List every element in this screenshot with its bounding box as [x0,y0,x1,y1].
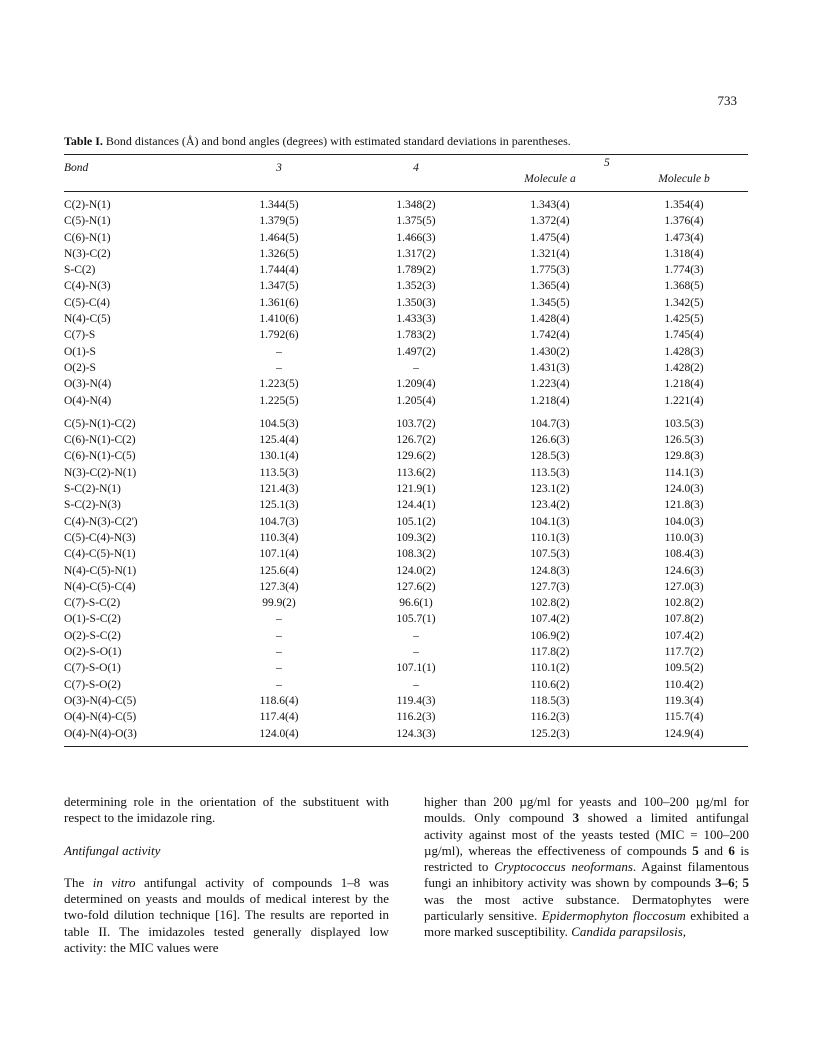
cell-value: 1.368(5) [664,280,704,293]
table-row [64,497,748,513]
cell-value: 1.775(3) [530,264,570,277]
bond-label: C(6)-N(1) [64,231,111,244]
cell-value: 1.317(2) [396,247,436,260]
cell-value: 110.3(4) [259,531,299,544]
cell-value: 1.347(5) [259,280,299,293]
cell-value: 1.376(4) [664,215,704,228]
bond-label: N(4)-C(5)-C(4) [64,580,136,593]
table-row [64,432,748,448]
table-header [64,155,748,191]
table-row [64,311,748,327]
page-number: 733 [717,93,737,108]
bond-label: O(4)-N(4)-O(3) [64,727,137,740]
table-row [64,213,748,229]
cell-value: 1.354(4) [664,199,704,211]
cell-value: – [276,662,282,675]
cell-value: 1.365(4) [530,280,570,293]
cell-value: 123.4(2) [530,499,570,512]
cell-value: 1.345(5) [530,296,570,309]
table-row [64,693,748,709]
bond-label: C(7)-S-O(1) [64,662,121,675]
cell-value: 109.5(2) [664,662,704,675]
bond-label: C(5)-N(1)-C(2) [64,417,136,430]
cell-value: 1.375(5) [396,215,436,228]
left-text-column [64,794,389,972]
table-row [64,465,748,481]
cell-value: 1.466(3) [396,231,436,244]
cell-value: 1.342(5) [664,296,704,309]
table-row [64,262,748,278]
bond-label: C(2)-N(1) [64,199,111,211]
cell-value: 104.1(3) [530,515,570,528]
cell-value: 110.4(2) [664,678,704,691]
cell-value: 1.792(6) [259,329,299,342]
cell-value: 107.8(2) [664,613,704,626]
cell-value: 108.4(3) [664,548,704,561]
cell-value: 110.0(3) [664,531,704,544]
table-row [64,595,748,611]
cell-value: 1.433(3) [396,313,436,326]
cell-value: 104.7(3) [259,515,299,528]
bond-label: O(2)-S-O(1) [64,646,122,659]
table-row [64,393,748,409]
cell-value: 1.225(5) [259,394,299,407]
cell-value: 107.1(1) [396,662,436,675]
bond-label: C(5)-N(1) [64,215,111,228]
cell-value: 1.221(4) [664,394,704,407]
cell-value: – [276,613,282,626]
cell-value: 1.473(4) [664,231,704,244]
cell-value: 124.8(3) [530,564,570,577]
bond-label: C(4)-C(5)-N(1) [64,548,136,561]
bond-label: O(4)-N(4) [64,394,112,407]
paragraph: higher than 200 µg/ml for yeasts and 100–200 µg/ml for moulds. Only compound 3 showed a limited antifungal activity against most of the yeasts tested (MIC = 100–200 µg/ml), whereas the effectiveness of compounds 5 and 6 is restricted to Cryptococcus neoformans. Against filamentous fungi an inhibitory activity was shown by compounds 3–6; 5 was the most active substance. Dermatophytes were particularly sensitive. Epidermophyton floccosum exhibited a more marked susceptibility. Candida parapsilosis, [424,794,749,940]
table-row [64,660,748,676]
cell-value: 130.1(4) [259,450,299,463]
bond-label: C(6)-N(1)-C(5) [64,450,136,463]
cell-value: 110.1(2) [530,662,570,675]
cell-value: 1.783(2) [396,329,436,342]
cell-value: 118.5(3) [530,694,570,707]
header-compound-3: 3 [276,162,282,174]
header-compound-4: 4 [413,162,419,174]
cell-value: 105.1(2) [396,515,436,528]
table-row [64,327,748,343]
cell-value: 103.7(2) [396,417,436,430]
cell-value: 121.8(3) [664,499,704,512]
bond-label: O(1)-S-C(2) [64,613,121,626]
cell-value: 124.0(2) [396,564,436,577]
cell-value: 107.4(2) [530,613,570,626]
cell-value: 1.475(4) [530,231,570,244]
cell-value: 1.428(2) [664,361,704,374]
table-row [64,481,748,497]
cell-value: 123.1(2) [530,483,570,496]
cell-value: 1.430(2) [530,345,570,358]
angles-section [64,416,748,742]
bond-label: C(5)-C(4) [64,296,110,309]
table-row [64,197,748,213]
cell-value: 107.1(4) [259,548,299,561]
cell-value: 1.789(2) [396,264,436,277]
cell-value: 127.6(2) [396,580,436,593]
cell-value: 129.8(3) [664,450,704,463]
table-row [64,644,748,660]
cell-value: 125.2(3) [530,727,570,740]
cell-value: 108.3(2) [396,548,436,561]
bond-label: N(3)-C(2)-N(1) [64,466,137,479]
bond-label: O(3)-N(4)-C(5) [64,694,137,707]
cell-value: 1.742(4) [530,329,570,342]
cell-value: 1.428(4) [530,313,570,326]
cell-value: 1.464(5) [259,231,299,244]
bond-label: S-C(2)-N(1) [64,483,121,496]
table-caption [64,134,754,149]
bond-label: N(4)-C(5)-N(1) [64,564,137,577]
cell-value: – [413,678,419,691]
cell-value: 104.0(3) [664,515,704,528]
bond-label: O(4)-N(4)-C(5) [64,711,137,724]
cell-value: 114.1(3) [664,466,704,479]
cell-value: 1.326(5) [259,247,299,260]
table-row [64,246,748,262]
cell-value: 109.3(2) [396,531,436,544]
bond-label: O(2)-S [64,361,96,374]
table-row [64,579,748,595]
cell-value: 117.7(2) [664,646,704,659]
cell-value: 1.745(4) [664,329,704,342]
cell-value: 124.4(1) [396,499,436,512]
bond-label: C(4)-N(3) [64,280,111,293]
cell-value: 124.6(3) [664,564,704,577]
cell-value: – [276,678,282,691]
cell-value: 1.425(5) [664,313,704,326]
bond-label: N(4)-C(5) [64,313,111,326]
right-text-column [424,794,749,957]
cell-value: 129.6(2) [396,450,436,463]
cell-value: 116.2(3) [396,711,436,724]
table-row [64,628,748,644]
cell-value: 1.223(5) [259,378,299,391]
table-caption-label: Table I. [64,134,103,148]
bond-label: C(5)-C(4)-N(3) [64,531,136,544]
table-row [64,360,748,376]
cell-value: 1.497(2) [396,345,436,358]
cell-value: 107.5(3) [530,548,570,561]
cell-value: – [276,345,282,358]
cell-value: 1.321(4) [530,247,570,260]
cell-value: 110.6(2) [530,678,570,691]
cell-value: 1.431(3) [530,361,570,374]
cell-value: 121.4(3) [259,483,299,496]
cell-value: 1.372(4) [530,215,570,228]
cell-value: 128.5(3) [530,450,570,463]
table-row [64,344,748,360]
cell-value: 104.5(3) [259,417,299,430]
cell-value: – [413,629,419,642]
table-row [64,448,748,464]
cell-value: 113.5(3) [259,466,299,479]
cell-value: 102.8(2) [530,597,570,610]
cell-value: 126.6(3) [530,434,570,447]
cell-value: 119.4(3) [396,694,436,707]
cell-value: 119.3(4) [664,694,704,707]
cell-value: – [276,646,282,659]
table-row [64,546,748,562]
cell-value: 118.6(4) [259,694,299,707]
cell-value: 1.343(4) [530,199,570,211]
cell-value: 125.4(4) [259,434,299,447]
cell-value: 1.350(3) [396,296,436,309]
header-molecule-b: Molecule b [658,173,710,185]
bond-label: S-C(2)-N(3) [64,499,121,512]
cell-value: 1.218(4) [530,394,570,407]
cell-value: 121.9(1) [396,483,436,496]
bond-label: O(2)-S-C(2) [64,629,121,642]
cell-value: 1.209(4) [396,378,436,391]
table-bottom-rule [64,746,748,747]
cell-value: 1.352(3) [396,280,436,293]
cell-value: 1.344(5) [259,199,299,211]
bond-label: O(3)-N(4) [64,378,112,391]
bond-label: C(4)-N(3)-C(2') [64,515,138,528]
cell-value: 110.1(3) [530,531,570,544]
cell-value: 107.4(2) [664,629,704,642]
bond-label: C(7)-S-C(2) [64,597,121,610]
cell-value: 124.3(3) [396,727,436,740]
table-row [64,611,748,627]
table-caption-text: Bond distances (Å) and bond angles (degrees) with estimated standard deviations in parentheses. [105,134,571,148]
table-row [64,709,748,725]
cell-value: 127.7(3) [530,580,570,593]
header-compound-5: 5 [604,157,610,169]
cell-value: 1.218(4) [664,378,704,391]
table-row [64,416,748,432]
cell-value: 105.7(1) [396,613,436,626]
header-molecule-a: Molecule a [524,173,576,185]
cell-value: 127.0(3) [664,580,704,593]
cell-value: 124.0(3) [664,483,704,496]
cell-value: 1.223(4) [530,378,570,391]
cell-value: 96.6(1) [399,597,433,610]
bond-label: N(3)-C(2) [64,247,111,260]
cell-value: 113.5(3) [530,466,570,479]
cell-value: 1.428(3) [664,345,704,358]
cell-value: 1.379(5) [259,215,299,228]
paragraph: determining role in the orientation of the substituent with respect to the imidazole ring. [64,794,389,826]
bond-label: C(7)-S [64,329,96,342]
bond-label: C(7)-S-O(2) [64,678,121,691]
table-row [64,230,748,246]
table-row [64,677,748,693]
cell-value: 1.348(2) [396,199,436,211]
cell-value: – [276,361,282,374]
cell-value: 126.7(2) [396,434,436,447]
table-row [64,726,748,742]
table-row [64,295,748,311]
cell-value: 99.9(2) [262,597,296,610]
cell-value: 1.205(4) [396,394,436,407]
table-row [64,514,748,530]
cell-value: 106.9(2) [530,629,570,642]
cell-value: – [413,361,419,374]
cell-value: 102.8(2) [664,597,704,610]
bond-label: O(1)-S [64,345,96,358]
section-heading: Antifungal activity [64,842,161,858]
cell-value: 125.1(3) [259,499,299,512]
cell-value: 126.5(3) [664,434,704,447]
cell-value: 124.9(4) [664,727,704,740]
cell-value: 1.744(4) [259,264,299,277]
cell-value: – [276,629,282,642]
table-row [64,278,748,294]
cell-value: 117.4(4) [259,711,299,724]
header-bond: Bond [64,162,89,174]
cell-value: 125.6(4) [259,564,299,577]
table-row [64,563,748,579]
table-row [64,376,748,392]
cell-value: 1.774(3) [664,264,704,277]
cell-value: 1.361(6) [259,296,299,309]
cell-value: 124.0(4) [259,727,299,740]
bond-label: C(6)-N(1)-C(2) [64,434,136,447]
cell-value: 113.6(2) [396,466,436,479]
cell-value: 127.3(4) [259,580,299,593]
cell-value: 115.7(4) [664,711,704,724]
paragraph: The in vitro antifungal activity of compounds 1–8 was determined on yeasts and moulds of medical interest by the two-fold dilution technique [16]. The results are reported in table II. The imidazoles tested generally displayed low activity: the MIC values were [64,874,389,956]
cell-value: 1.318(4) [664,247,704,260]
table-row [64,530,748,546]
bond-label: S-C(2) [64,264,96,277]
cell-value: 103.5(3) [664,417,704,430]
cell-value: 104.7(3) [530,417,570,430]
distances-section [64,197,748,409]
cell-value: 1.410(6) [259,313,299,326]
cell-value: 117.8(2) [530,646,570,659]
bond-table [64,154,748,747]
cell-value: 116.2(3) [530,711,570,724]
cell-value: – [413,646,419,659]
